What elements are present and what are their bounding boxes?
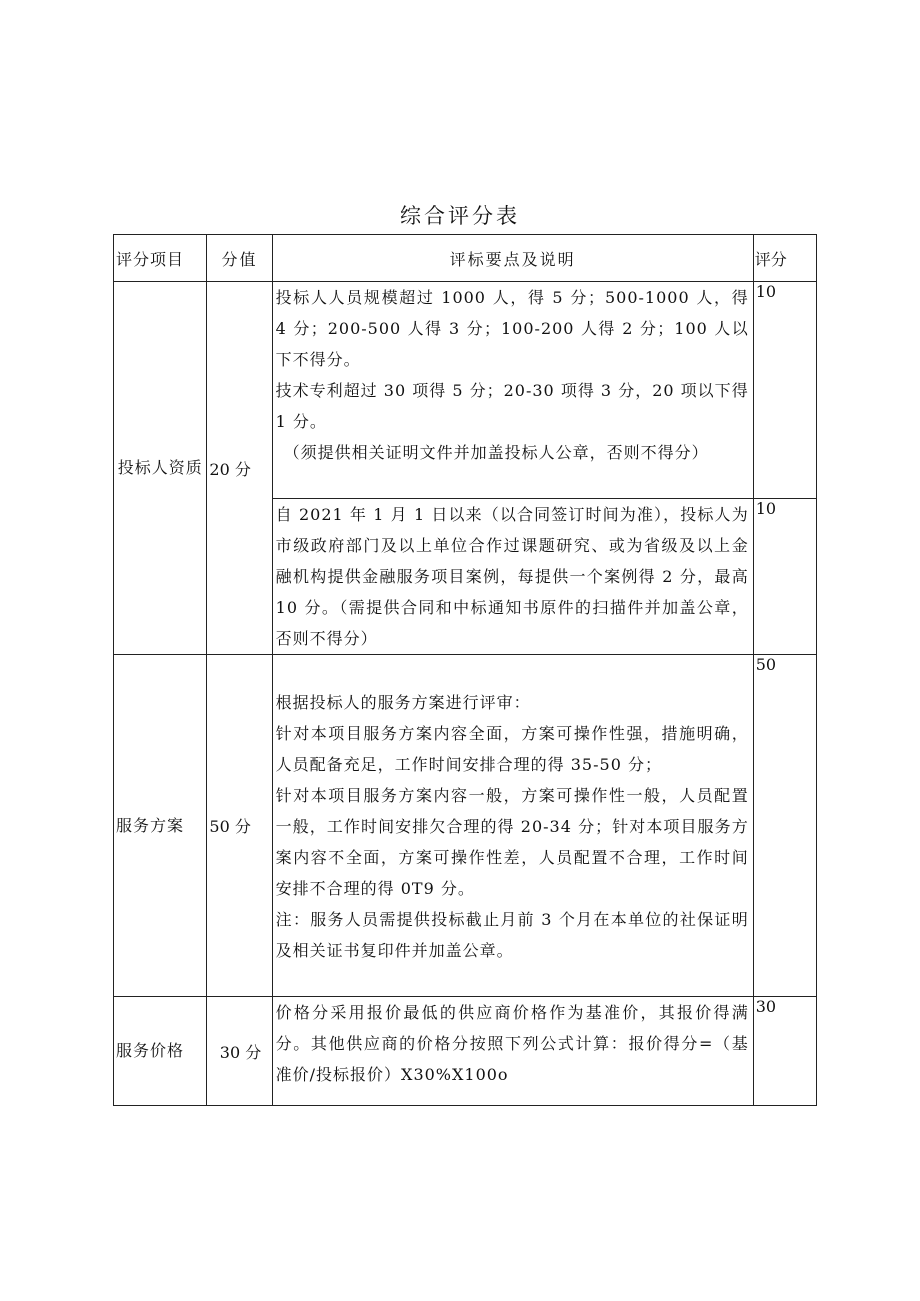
description-line: 针对本项目服务方案内容全面，方案可操作性强，措施明确，人员配备充足，工作时间安排合理的得 35-50 分； bbox=[275, 724, 749, 774]
table-header-row bbox=[114, 235, 817, 282]
scoring-table bbox=[113, 234, 817, 1106]
score-service-plan: 50 bbox=[753, 655, 816, 997]
score-qualification-2: 10 bbox=[753, 499, 816, 655]
description-line: （须提供相关证明文件并加盖投标人公章，否则不得分） bbox=[283, 443, 709, 462]
value-service-plan: 50 分 bbox=[207, 655, 272, 997]
description-line: 根据投标人的服务方案进行评审： bbox=[275, 693, 531, 712]
table-row bbox=[114, 282, 817, 499]
score-qualification-1: 10 bbox=[753, 282, 816, 499]
category-qualification bbox=[114, 282, 207, 655]
description-qualification-1 bbox=[272, 282, 753, 499]
table-row bbox=[114, 655, 817, 997]
header-item: 评分项目 bbox=[114, 235, 207, 282]
page-title: 综合评分表 bbox=[400, 204, 520, 228]
table-row bbox=[114, 997, 817, 1106]
header-score: 评分 bbox=[753, 235, 816, 282]
header-description: 评标要点及说明 bbox=[272, 235, 753, 282]
description-line: 针对本项目服务方案内容一般，方案可操作性一般，人员配置一般，工作时间安排欠合理的得 20-34 分；针对本项目服务方案内容不全面，方案可操作性差，人员配置不合理，工作时间安排不合理的得 0T9 分。 bbox=[275, 786, 749, 898]
description-line: 投标人人员规模超过 1000 人，得 5 分；500-1000 人，得 4 分；200-500 人得 3 分；100-200 人得 2 分；100 人以下不得分。 bbox=[275, 288, 749, 369]
category-price: 服务价格 bbox=[114, 997, 207, 1106]
value-price: 30 分 bbox=[207, 997, 272, 1106]
description-qualification-2: 自 2021 年 1 月 1 日以来（以合同签订时间为准），投标人为市级政府部门及以上单位合作过课题研究、或为省级及以上金融机构提供金融服务项目案例，每提供一个案例得 2 分，最高 10 分。（需提供合同和中标通知书原件的扫描件并加盖公章，否则不得分） bbox=[272, 499, 753, 655]
value-qualification: 20 分 bbox=[207, 282, 272, 655]
header-value: 分值 bbox=[207, 235, 272, 282]
score-price: 30 bbox=[753, 997, 816, 1106]
category-service-plan: 服务方案 bbox=[114, 655, 207, 997]
description-line: 注：服务人员需提供投标截止月前 3 个月在本单位的社保证明及相关证书复印件并加盖公章。 bbox=[275, 910, 749, 960]
category-label: 投标人资质 bbox=[117, 458, 203, 477]
description-service-plan bbox=[272, 655, 753, 997]
description-line: 技术专利超过 30 项得 5 分；20-30 项得 3 分，20 项以下得 1 分。 bbox=[275, 381, 749, 431]
description-price: 价格分采用报价最低的供应商价格作为基准价，其报价得满分。其他供应商的价格分按照下列公式计算：报价得分=（基准价/投标报价）X30%X100o bbox=[272, 997, 753, 1106]
